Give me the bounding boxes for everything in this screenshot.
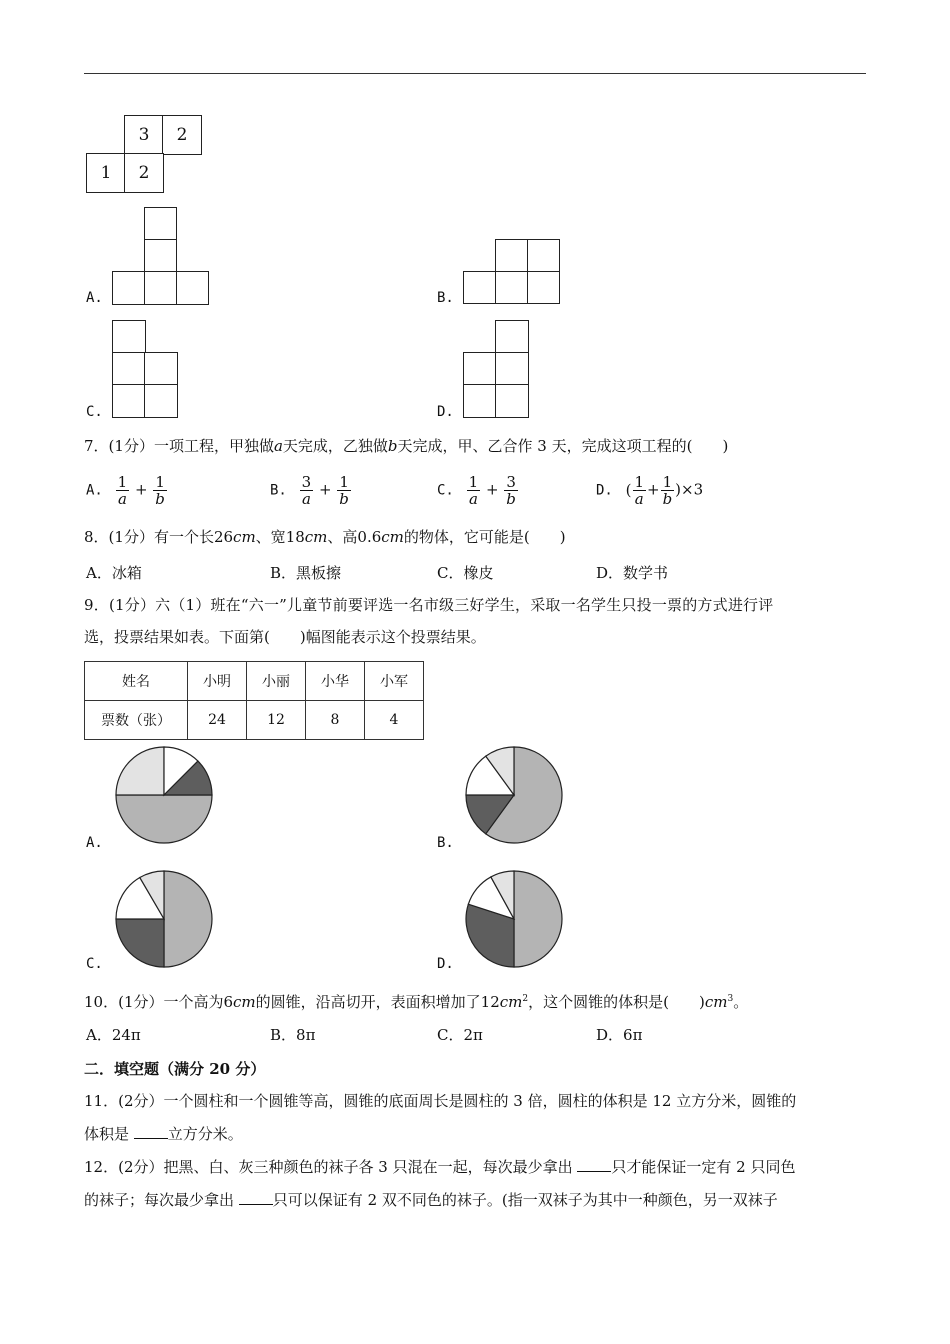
table-cell: 12 <box>247 701 306 740</box>
question-9-line1: 9．(1分）六（1）班在“六一”儿童节前要评选一名市级三好学生，采取一名学生只投一票的方式进行评 <box>84 596 774 614</box>
net-cell: 2 <box>124 153 164 193</box>
cube-square <box>144 239 177 273</box>
section-heading: 二．填空题（满分 20 分） <box>84 1060 266 1078</box>
cube-square <box>495 384 529 418</box>
question-8-stem: 8．(1分）有一个长26cm、宽18cm、高0.6cm的物体，它可能是( ) <box>84 528 566 546</box>
question-10-stem: 10．(1分）一个高为6cm的圆锥，沿高切开，表面积增加了$12cm^2$，这个圆锥的体积是( )$cm^3$。 <box>84 993 749 1011</box>
table-row <box>85 701 424 740</box>
pie-slice <box>164 871 212 967</box>
table-header: 小明 <box>188 662 247 701</box>
q8-option-d[interactable]: D．数学书 <box>596 564 669 582</box>
option-label: A. <box>86 835 103 851</box>
table-header: 姓名 <box>85 662 188 701</box>
cube-square <box>495 271 529 304</box>
q10-option-c[interactable]: C．2π <box>437 1026 483 1044</box>
table-cell: 票数（张） <box>85 701 188 740</box>
q7-option-b[interactable]: B. $\frac{3}{a}$ + $\frac{1}{b}$ <box>270 473 349 508</box>
cube-square <box>112 384 146 418</box>
pie-slice <box>514 871 562 967</box>
cube-square <box>495 352 529 386</box>
option-label: D. <box>437 404 454 420</box>
net-cell: 3 <box>124 115 164 155</box>
pie-chart-d[interactable] <box>460 866 570 972</box>
cube-square <box>112 320 146 354</box>
q8-option-a[interactable]: A．冰箱 <box>86 564 142 582</box>
q10-option-d[interactable]: D．6π <box>596 1026 643 1044</box>
table-cell: 8 <box>306 701 365 740</box>
option-label: B. <box>437 835 454 851</box>
option-label: B. <box>437 290 454 306</box>
option-label: A. <box>86 290 103 306</box>
pie-slice <box>116 795 212 843</box>
q7-option-c[interactable]: C. $\frac{1}{a}$ + $\frac{3}{b}$ <box>437 473 516 508</box>
question-11-line1: 11．(2分）一个圆柱和一个圆锥等高，圆锥的底面周长是圆柱的 3 倍，圆柱的体积是 12 立方分米，圆锥的 <box>84 1092 797 1110</box>
table-header: 小华 <box>306 662 365 701</box>
cube-square <box>495 320 529 354</box>
pie-chart-a[interactable] <box>110 742 220 848</box>
cube-square <box>495 239 529 273</box>
table-header: 小丽 <box>247 662 306 701</box>
table-row <box>85 662 424 701</box>
cube-square <box>527 239 560 273</box>
net-cell: 2 <box>162 115 202 155</box>
cube-square <box>527 271 560 304</box>
vote-table <box>84 661 424 740</box>
q8-option-b[interactable]: B．黑板擦 <box>270 564 342 582</box>
cube-square <box>463 352 497 386</box>
net-cell: 1 <box>86 153 126 193</box>
table-cell: 4 <box>365 701 424 740</box>
q10-option-a[interactable]: A．24π <box>86 1026 141 1044</box>
cube-square <box>144 384 178 418</box>
pie-chart-c[interactable] <box>110 866 220 972</box>
cube-square <box>176 271 209 305</box>
q8-option-c[interactable]: C．橡皮 <box>437 564 494 582</box>
header-rule <box>84 73 866 74</box>
table-header: 小军 <box>365 662 424 701</box>
q7-option-d[interactable]: D. ( $\frac{1}{a}$ + $\frac{1}{b}$ )×3 <box>596 473 704 508</box>
question-12-line2: 的袜子；每次最少拿出 只可以保证有 2 双不同色的袜子。(指一双袜子为其中一种颜色，另一双袜子 <box>84 1191 778 1209</box>
cube-square <box>144 271 178 305</box>
table-cell: 24 <box>188 701 247 740</box>
option-label: C. <box>86 404 103 420</box>
pie-slice <box>116 747 164 795</box>
answer-blank[interactable] <box>134 1124 168 1139</box>
cube-square <box>463 271 497 304</box>
pie-slice <box>116 919 164 967</box>
cube-square <box>112 271 146 305</box>
cube-square <box>144 207 177 241</box>
question-9-line2: 选，投票结果如表。下面第( )幅图能表示这个投票结果。 <box>84 628 486 646</box>
answer-blank[interactable] <box>239 1190 273 1205</box>
cube-square <box>144 352 178 386</box>
question-12-line1: 12．(2分）把黑、白、灰三种颜色的袜子各 3 只混在一起，每次最少拿出 只才能保证一定有 2 只同色 <box>84 1158 796 1176</box>
q7-option-a[interactable]: A. $\frac{1}{a}$ + $\frac{1}{b}$ <box>86 473 165 508</box>
option-label: C. <box>86 956 103 972</box>
q10-option-b[interactable]: B．8π <box>270 1026 316 1044</box>
option-label: D. <box>437 956 454 972</box>
question-7-stem: 7．(1分）一项工程，甲独做a天完成，乙独做b天完成，甲、乙合作 3 天，完成这项工程的( ) <box>84 437 729 455</box>
cube-square <box>112 352 146 386</box>
question-11-line2: 体积是 立方分米。 <box>84 1125 243 1143</box>
cube-square <box>463 384 497 418</box>
pie-chart-b[interactable] <box>460 742 570 848</box>
answer-blank[interactable] <box>577 1157 611 1172</box>
